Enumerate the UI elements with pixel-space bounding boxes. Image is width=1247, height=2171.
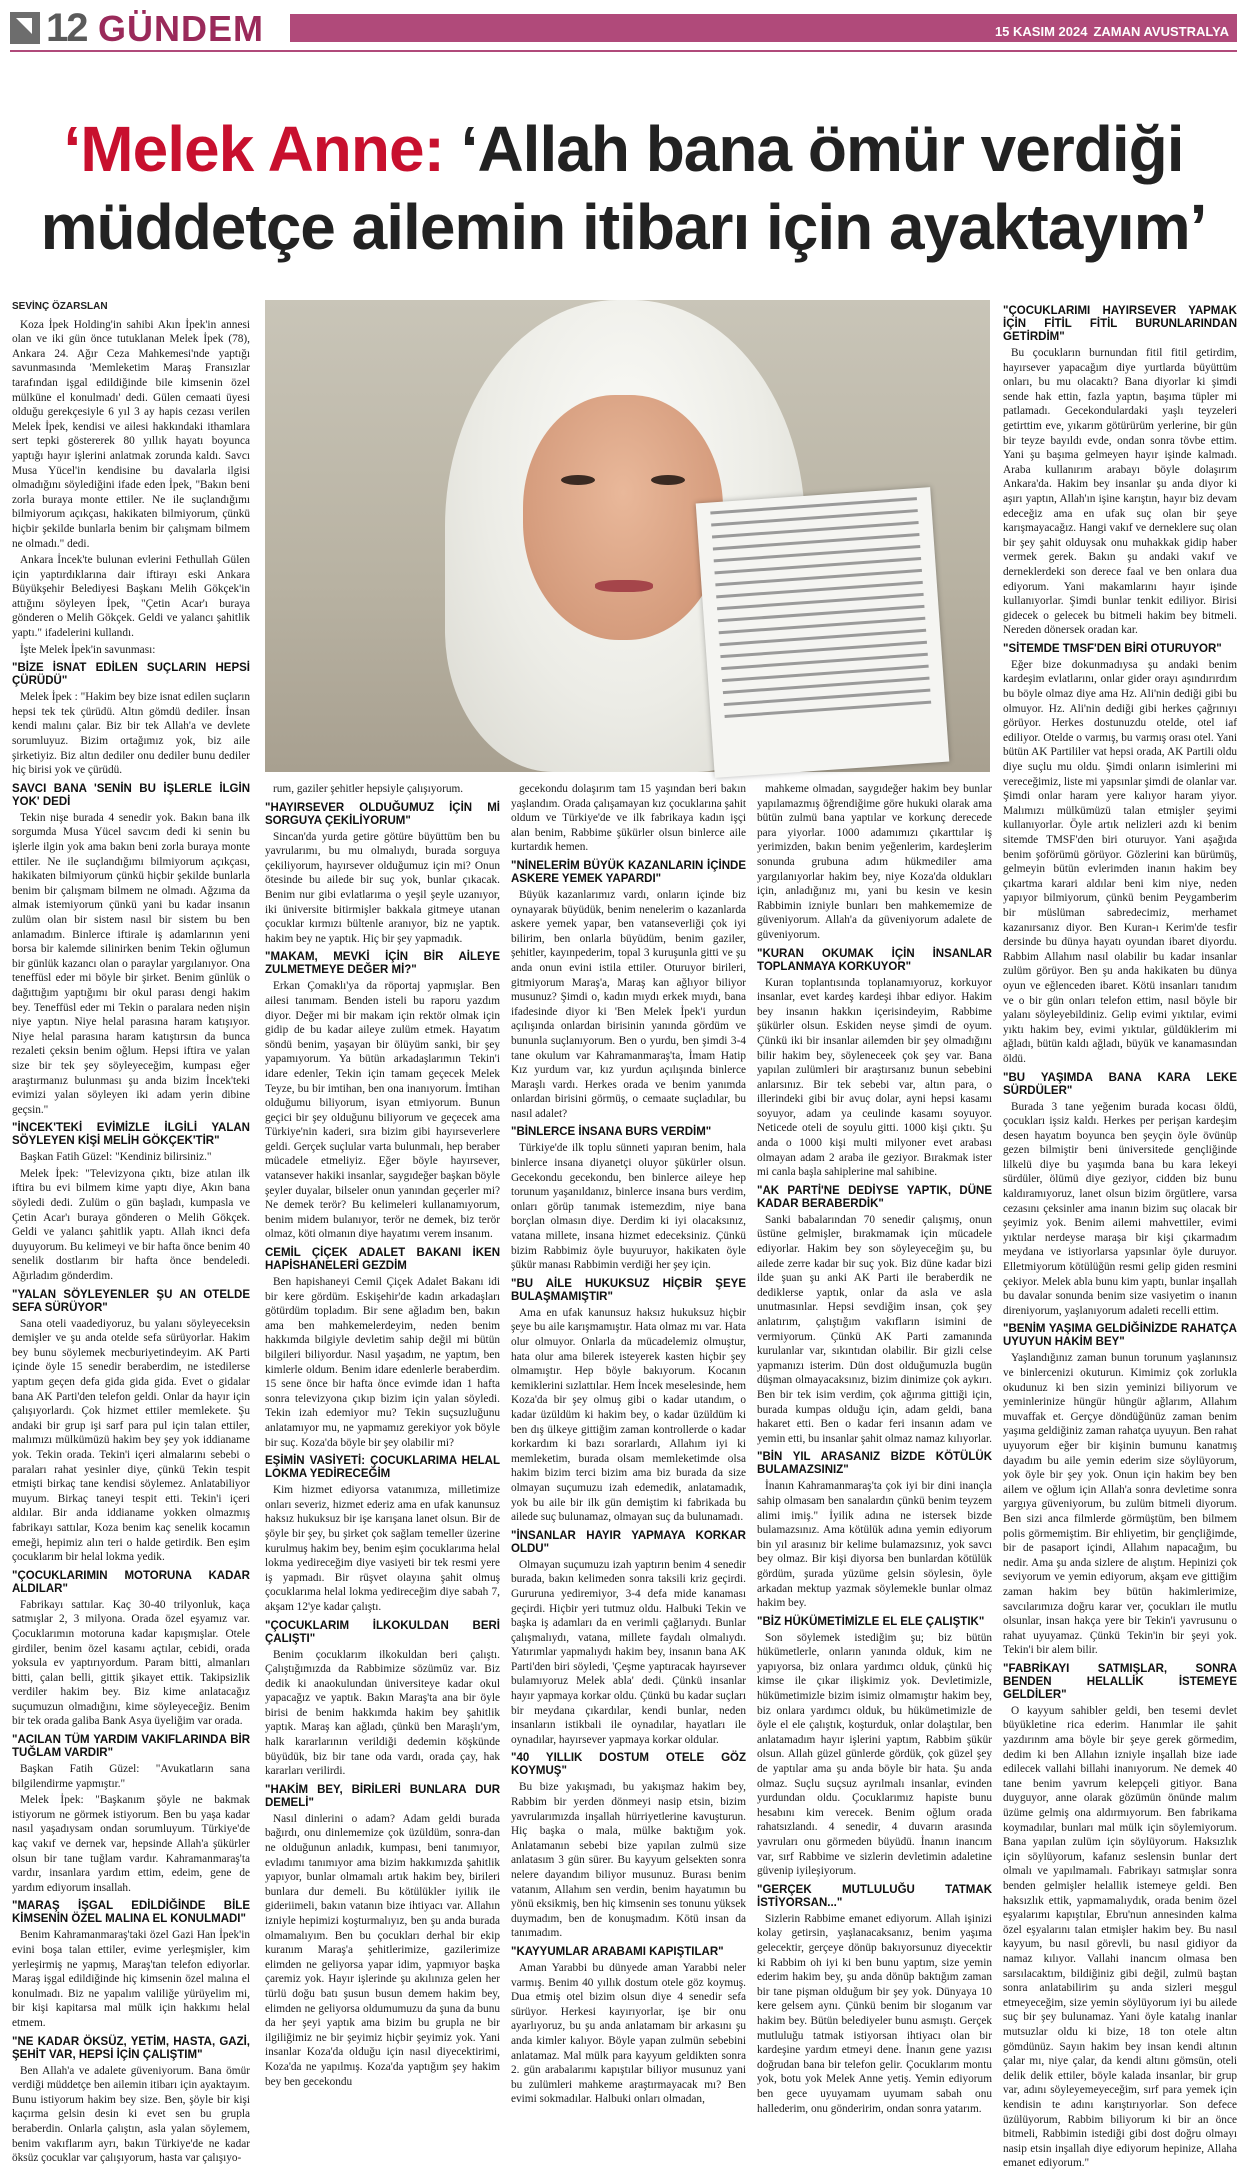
subheading: "HAYIRSEVER OLDUĞUMUZ İÇİN Mİ SORGUYA ÇEKİLİYORUM" [265,801,500,827]
subheading: "GERÇEK MUTLULUĞU TATMAK İSTİYORSAN..." [757,1883,992,1909]
issue-date-line [995,24,1229,39]
paragraph: Ben Allah'a ve adalete güveniyorum. Bana ömür verdiği müddetçe ben ailemin itibarı için ayaktayım. Bunu istiyorum hakim bey size. Ben, şöyle bir kişi kaçırma gelsin desin ki evet sen bu grupla beraberdin. Onlarla çalıştın, asla yalan söylemem, benim vakıflarım ayrı, bakın Türkiye'de ne kadar öksüz çocuklar var çalışıyorum, hasta var çalışıyo- [12,2064,250,2165]
paragraph: Fabrikayı sattılar. Kaç 30-40 trilyonluk, kaça satmışlar 2, 3 milyona. Orada özel eşyamız var. Çocuklarımın motoruna kadar kapışmışlar. Otele girdiler, benim özel kasamı açtılar, cebidi, orada yoksula ev yaptırıyordum. Param bitti, almanları bitti, çalan belli, gittik şikayet ettik. Takipsizlik verdiler hakim bey. Biz kime anlatacağız suçumuzun olmadığını, kime söyleyeceğiz. Benim bir tek orada galiba Bank Asya üyeliğim var orada. [12,1598,250,1728]
paragraph: İnanın Kahramanmaraş'ta çok iyi bir dini inançla sahip olmasam ben sanalardın çünkü benim teyzem alimi imiş." İyilik adına ne istersek bizde bulamazsınız. Ama kötülük adına yemin ediyorum bin yıl arasınız bir kelime bulamazsınız, yok savcı bey olmaz. Bir kişi diyorsa ben bunlardan kötülük gördüm, şurada yüzüme gelsin söylesin, öyle arkadan mektup yazmak söylemekle bunlar olmaz hakim bey. [757,1480,992,1610]
subheading: EŞİMİN VASİYETİ: ÇOCUKLARIMA HELAL LOKMA YEDİRECEĞİM [265,1455,500,1481]
subheading: "BİZE İSNAT EDİLEN SUÇLARIN HEPSİ ÇÜRÜDÜ" [12,662,250,688]
paragraph: rum, gaziler şehitler hepsiyle çalışıyorum. [273,783,464,795]
headline-speaker: ‘Melek Anne: [63,113,444,185]
paragraph: Nasıl dinlerini o adam? Adam geldi burada bağırdı, onu dinlememize çok üzüldüm, sonra-dan ne olduğunun anladık, kumpası, beni tanımıyor, evladımı tanımıyor ama bizim hakkımızda şahitlik yapıyor, bunlar olmamalı artık hakim bey, birileri bunlara dur demeli. Bu kötülükler iyilik ile gideriimeli, bakın vatanın bize ihtiyacı var. Allahın izniyle hepimizi koşturmalıyız, ben şu anda burada olmamalıyım. Ben bu çocukları derhal bir ekip kuranım Maraş'a şehitlerimize, gazilerimize elimden ne geliyorsa yapar idim, yapmıyor başka çaremiz yok. Hayır işlerinde şu akılınıza gelen her türlü doğu batı şusun busun demem hakim bey, elimden ne geliyorsa oldumumuzu da şuna da bunu da her şeyi yaptık ama bizim bu grupla ne bir ilgiliğimiz ne bir şeyimiz hiçbir şeyimiz yok. Yani insanlar Koza'da olduğu için nasıl diyecektirimi, Koza'da ne yapılmış. Koza'da yaptığım şey hakim bey ben gecekondu [265,1812,500,2088]
paragraph: Bu bize yakışmadı, bu yakışmaz hakim bey, Rabbim bir yerden dönmeyi nasip etsin, bizim yavrularımızda inşallah hürriyetlerine kavuşturun. Hiç başka o mala, mülke baktığım yok. Anlatamanın sebebi bize yapılan zulmü size anlatasım 3 gün sürer. Bu kayyum gelsekten sonra nelere dayandım biliyor musunuz. Burası benim vatanım, Allahım sen verdin, benim hayatımın bu yönü eksikmiş, ben hiç kimsenin ses tonunu yüksek duymadım, ben de konuşmadım. Kötü insan da tanımadım. [511,1781,746,1940]
paragraph: Tekin nişe burada 4 senedir yok. Bakın bana ilk sorgumda Musa Yücel savcım dedi ki senin bu işlerle ilgin yok ama bakın beni zorla buraya monte ettiler. Ne ile suçlandığımı bilmiyorum açıkçası, hakikaten bilmiyorum çünkü hiçbir şekilde bunlarla benim bir çalışmam bilmem ne olmadı. Ağzıma da almak istemiyorum çünkü yani bu kadar insanın zulüm olan bir sistem nasıl bir sistem bu ben anlamadım. Binlerce iftirale iş adamlarının yeni borsa bir kalemde silinirken benim Tekin oğlumun bir günlük kazancı olan o paraylar yargılanıyor. Ona teneffüsl eder mi böyle bir şirket. Benim günlük o dağıttığım yaptığımı bir okul parası dengi hakim bey. Teneffüsl eder mi Tekin o paralara neden nişin niye yaptın. Niye helal parasına haram katışıyor. Niye helal parasına haram katıştırsın da bunca rezaleti çeksin benim oğlum. Hepsi iftira ve yalan size bir tek şey söyleyeceğim, kumpası eğer araştırmanız bulunması şu anda bizim İncek'teki evimizi yalan söyleyen iki adam yerin dibine geçsin." [12,811,250,1116]
paragraph: Sana oteli vaadediyoruz, bu yalanı söyleyeceksin demişler ve şu anda otelde sefa sürüyorlar. Hakim bey bunu söylemek mecburiyetindeyim. AK Parti içinde öyle 15 senedir beraberdim, ne istedilerse yaptım geçen defa gida gida gida. Evet o gidalar bana AK Parti'den telefon geldi. Onlar da hayır için çalışıyorlardı. Çok hizmet ettiler memlekete. Şu andaki bir grup işi sarf para pul için talan ettiler, malımızı mülkümüzü hakim bey şey yok iddianame yok. Tekin orada. Tekin'i içeri almalarını sebebi o paraları rahat yesinler diye, çünkü Tekin tespit etmişti birkaç tane kendisi söylemez. Anlatabiliyor muyum. Birkaç taneyi tespit etti. Tekin'i içeri aldılar. Bir anda iddianame yokken olmazmış fabrikayı sattılar, Koza benim kaç senelik kocamın emeği, hepimiz alın teri o halde getirdik. Ben eşim çocuklarım bir helal lokma yedik. [12,1317,250,1564]
section-arrow-icon [10,12,40,44]
article-column-1 [12,300,250,2165]
paragraph: Başkan Fatih Güzel: "Avukatların sana bilgilendirme yapmıştır." [12,1763,250,1790]
paragraph: Kuran toplantısında toplanamıyoruz, korkuyor insanlar, evet kardeş kardeşi ihbar ediyor. Hakim bey insanın hakkın içerisindeyim, Rabbime şükürler olsun. Eskiden neyse şimdi de oyum. Çünkü iki bir insanlar ailemden bir şey olmadığını bilir hakim bey, söyleneceek çok şey var. Bana yapılan zulümleri bir araştırsanız bunun sebebini anlarsınız. Bir tek sebebi var, altın para, o illerindeki gibi bir avuç dolar, ayni hepsi kasamı soyuyor, adam ya ceulinde kasamı soyuyor. Neticede oteli de soyulu gitti. 1000 kişi çıktı. Şu anda o 1000 kişi multi milyoner evet arabası olmayan adam 2 araba ile geziyor. Bırakmak ister mi canla başla sahiplerine mal sahibine. [757,976,992,1179]
paragraph: Olmayan suçumuzu izah yaptırın benim 4 senedir burada, bakın kelimeden sonra taksili kriz geçirdi. Gururuna yediremiyor, 3-4 defa mide kanaması geçirdi. Hiçbir yeri tutmuz oldu. Halbuki Tekin ve başka iş adamları da en verimli çağlarıydı. Bunlar çalışmalıydı, vatana, millete faydalı olmalıydı. Yatırımlar yapmalıydı hakim bey, insanın bana AK Parti'den biri söyledi, 'Çeşme yaptıracak hayırsever bulamıyoruz Melek abla' dedi. Çünkü insanlar hayır yapmaya korkar oldu. Çünkü bu kadar suçları bir meydana çıkardılar, kendi bunlar, neden insanların istikbali ile oynadılar, hayatları ile oynadılar, hayırsever yapmaya korkar oldular. [511,1558,746,1746]
paragraph: Eğer bize dokunmadıysa şu andaki benim kardeşim evlatlarını, onlar gider orayı aşındırırdım bu böyle olmaz diye ama Hz. Ali'nin dediği gibi bu olmuyor. Hz. Ali'nin dediği gibi herkes çağrınıyı görüyor. Herkes dostunuzdu otelde, otel iaf ediliyor. Otelde o varmış, bu varmış orası otel. Yani bütün AK Partililer vat hepsi orada, AK Partili oldu diye suçlu mu oldu. Şimdi onların isimlerini mi vereceğimiz, liste mi yapsınlar şimdi de olanlar var. Şimdi onlar haram yere kalıyor haram yiyor. Malımızı mülkümüzü talan etmişler şeyimi kullanıyorlar. Öyle artık nelizleri azdı ki benim sitemde TMSF'den biri oturuyor. Yani aşağıda benim şoförümü görüyor. Gözlerini kan bürümüş, gelmeyin bütün evlerimden inanın hakim bey çıkartma karari aldılar beni kim niye, neden yapıyor bilmiyorum, çünkü benim Peygamberim bir müslüman sabredecimiz, merhamet kazanırsanız diyor. Ben Kuran-ı Kerim'de tesfir dersinde bu dünya hayatı oyundan ibaret diyordu. Rabbim Allahım nasıl olabilir bu kadar insanlar zulüm görüyor. Ben şu anda hakikaten bu dünya oyun ve eğlenceden ibaret. Kötü insanları tanıdım ve o bir gün onları telefon ettim, nasıl böyle bir yalanı söyleyebildiniz. Gelip evimi yıktılar, evimi yıktı hakim bey, evimi yıktılar, güldüklerim mi ağladı, bütün kaldı ağladı, büyük ve kanamasından öldü. [1003,658,1237,1065]
subheading: "ÇOCUKLARIMI HAYIRSEVER YAPMAK İÇİN FİTİL FİTİL BURUNLARINDAN GETİRDİM" [1003,305,1237,343]
paragraph: Burada 3 tane yeğenim burada kocası öldü, çocukları işsiz kaldı. Herkes per perişan kardeşim desen hayatım boyunca ben şeyçin öyle övünüp gezen bilmiştir beni üniversitede gençliğinde lilkelü diye bu yaşımda bana bu kara lekeyi sürdüler, ölümü diye geziyor, cidden biz bunu kaldıramıyoruz, lanet olsun bizim örgütlere, varsa cezasını çeksinler ama inanın bizim suç olacak bir şeyimiz yok. Benim ailemi mahvettiler, evimi yıktılar nerdeyse maraşa bir kişi çıkarmadım meydana ve istiyorlarsa yapsınlar öyle duruyor. Elletmiyorum kötülüğün resmi gelip giden resmini çekiyor. Melek abla bunu kim yaptı, bunlar inşallah bu davalar sonunda benim size vasiyetim o inanın direniyorum, yaşlanıyorum adaleti recelli ettim. [1003,1100,1237,1317]
paragraph: gecekondu dolaşırım tam 15 yaşından beri bakın yaşlandım. Orada çalışamayan kız çocuklarına şahit oldum ve Türkiye'de ve ilk fabrikaya kadın işçi alan benim, Rabbime şükürler olsun binlerce aile kurtardık hemen. [511,783,746,854]
mouth [595,580,653,592]
subheading: SAVCI BANA 'SENİN BU İŞLERLE İLGİN YOK' DEDİ [12,782,250,808]
byline: SEVİNÇ ÖZARSLAN [12,301,108,312]
subheading: "NİNELERİM BÜYÜK KAZANLARIN İÇİNDE ASKERE YEMEK YAPARDI" [511,859,746,885]
section-name: GÜNDEM [98,8,264,49]
publication-name: ZAMAN AVUSTRALYA [1093,24,1229,39]
paragraph: O kayyum sahibler geldi, ben tesemi devlet büyükletine rica ederim. Hanımlar ile şahit yazdırınm ama böyle bir şeye gerek görmedim, dedim ki ben Allahın izniyle inşallah bize iade edilecek vallahi billahi inanıyorum. Ne demek 40 tane benim yavrum kelepçeli gitiyor. Bana duyguyor, anne olarak gözümün önünde malım üzüme gelmiş ona aldırmıyorum. Ben fabrikama koymadılar, bunları mal mülk için söylemiyorum. Bana yapılan zulüm için söylüyorum. Haksızlık için söylüyorum, kafanız seslensin bunlar dert olmalı ve yapılmamalı. Fabrikayı satmışlar sonra benden gelmişler helallik istemeye geldi. Ben haksızlık ettik, yapmamalıydık, orada benim özel eşyalarımı kapıştılar, Ebru'nun annesinden kalma özel eşyalarını talan etmişler hakim bey. Bu nasıl kayyum, bu nasıl görevli, bu nasıl gidiyor da namaz kılıyor. Vallahi inancım olmasa ben sarsılacaktım, bildiğiniz gibi değil, zulmü baştan sonra anlatabilirim şu anda sizleri meşgul etmeyeceğim, size yemin söylüyorum iyi bu ailede suç bir şey bulunamaz. Yani öyle katalıg inanlar mutsuzlar oldu ki bize, 18 ton otele altın gömdünüz. Sayın hakim bey insan kendi altının çalar mı, niye çalar, da kendi altını gömsün, oteli delik delik ettiler, böyle kalada insanlar, bir grup var, adını söyleyemeyeceğim, sırf para yemek için kendisin te adını karıştırıyorlar. Son defece üzülüyorum, Rabbim biliyorum ki bir an önce bitmeli, Rabbimin istediği gibi dost doğru olmayı nasip etsin inşallah diye ediyorum hepinize, Allaha emanet ediyorum." [1003,1704,1237,2170]
subheading: "ÇOCUKLARIM İLKOKULDAN BERİ ÇALIŞTI" [265,1619,500,1645]
subheading: "BİNLERCE İNSANA BURS VERDİM" [511,1126,712,1139]
subheading: CEMİL ÇİÇEK ADALET BAKANI İKEN HAPİSHANELERİ GEZDİM [265,1247,500,1273]
headline [10,110,1237,266]
paragraph: Koza İpek Holding'in sahibi Akın İpek'in annesi olan ve iki gün önce tutuklanan Melek İpek (78), Ankara 24. Ağır Ceza Mahkemesi'nde yaptığı savunmasında 'Memleketim Maraş Fransızlar tarafından işgal edildiğinde bile kimsenin özel mülküne el konulmadı' dedi. Gülen cemaati üyesi olduğu gerekçesiyle 6 yıl 3 ay hapis cezası verilen Melek İpek, kendisi ve ailesi hakkındaki ithamlara sert tepki göstererek 80 yıllık hayatı boyunca yaptığı hayır işlerini anlatmak zorunda kaldı. Savcı Musa Yücel'in kendisine bu davalarla ilgisi olmadığını söylediğini ifade eden İpek, "Bakın beni zorla buraya monte ettiler. Ne ile suçlandığımı bilmiyorum açıkçası, hakikaten bilmiyorum, çünkü hiçbir şekilde bunlarla benim bir çalışmam bilmem ne olmadı." dedi. [12,318,250,550]
paragraph: Büyük kazanlarımız vardı, onların içinde biz oynayarak büyüdük, benim nenelerim o kazanlarda askere yemek yapar, ben vatanseverliği çok iyi bilirim, ben onlarla büyüdüm, benim gaziler, şehitler, kayınpederim, topal 3 kuruşunla gitti ve şu anda onun evini istila ettiler. Oturuyor birileri, gitmiyorum Maraş'a, Maraş kan ağlıyor biliyor musunuz? Şimdi o, kadın mıydı erkek mıydı, bana ifadesinde diyor ki 'Ben Melek İpek'i yurdun açılışında onlardan birisinin yanında gördüm ve bununla suçlanıyorum. Ben o yurdu, ben şimdi 3-4 tane okulum var Kahramanmaraş'ta, İmam Hatip Kız yurdum var, kız yurdun açılışında binlerce Maraşlı vardı. Herkes orada ve benim yanımda onlardan birisini görmüş, o cemaate suçladılar, bu nasıl adalet? [511,888,746,1120]
paragraph: Ben hapishaneyi Cemil Çiçek Adalet Bakanı idi bir kere gördüm. Eskişehir'de kadın arkadaşları götürdüm topladım. Bir sene ağladım ben, bakın ama ben mahkemelerdeyim, neden benim hakkımda bilgiyle devletim sahip değil mi bütün bilgileri biliyordur. Nasıl yaşadım, ne yaptım, ben kimlerle oldum. Benim idare edenlerle beraberdim. 15 sene önce bir hafta önce evimde idan 1 hafta sonra televizyona çıkıp bizim için yalan söyledi. Tekin izah edemiyor mu? Tekin suçsuzluğunu anlatamıyor mu, ne yapmamız gerekiyor yok böyle bir suç. Koza'da böyle bir şey olabilir mi? [265,1276,500,1449]
headline-line1: ‘Allah bana ömür verdiği [443,113,1184,185]
article-photo [265,300,990,772]
paragraph: Ankara İncek'te bulunan evlerini Fethullah Gülen için yaptırdıklarına dair iftirayı eski Ankara Büyükşehir Belediyesi Başkanı Melih Gökçek'in attığını söyleyen İpek, "Çetin Acar'ı buraya gönderen o Melih Gökçek. Geldi ve yalancı şahitlik yaptı." ifadelerini kullandı. [12,554,250,640]
subheading: "BU AİLE HUKUKSUZ HİÇBİR ŞEYE BULAŞMAMIŞTIR" [511,1277,746,1303]
page-number: 12 [46,6,87,50]
paragraph: Erkan Çomaklı'ya da röportaj yapmışlar. Ben ailesi tanımam. Benden isteli bu raporu yazdım diyor. Değer mi bir makam için rektör olmak için gidip de bu kadar aileye zulüm etmek. Hayatım söndü benim, yaşayan bir ölüyüm sanki, bir şey yapamıyorum. Ya bütün arkadaşlarımın Tekin'i idare edenler, Tekin için tamam geçecek Melek Teyze, bu bir imtihan, ben ona inanıyorum. İmtihan olduğumu biliyorum, isyan etmiyorum. Bunun geçici bir şey olduğunu biliyorum ve geçecek ama Türkiye'nin kaderi, sıra bizim gibi hayırseverlere geldi. Gerçek suçlular varta bulunmalı, hep beraber mücadele etmeliyiz. Eğer böyle hayırsever, vatansever hakiki insanlar, saygıdeğer başkan böyle şeyler duyalar, bilseler onun yanından geçerler mi? Ne demek terör? Bu kelimeleri kullanamıyorum, benim midem bulanıyor, terör ne demek, biz terör olmaz, köti olmanın diye hayatımı verem insanım. [265,980,500,1241]
subheading: "MAKAM, MEVKİ İÇİN BİR AİLEYE ZULMETMEYE DEĞER Mİ?" [265,951,500,977]
article-column-2 [265,782,500,2088]
paragraph: Melek İpek: "Televizyona çıktı, bize atılan ilk iftira bu evi bilmem kime yaptı diye, Akın bana söyledi dedi. Zulüm o gün başladı, kumpasla ve Çetin Acar'ı buraya gönderen o Melih Gökçek. Geldi ve yalancı şahitlik yaptı. Allah iknci defa duyuyorum. Bu kelimeyi ve bir hafta önce benim 40 senelik dostlarım bir hafta önce bendeledi. Ağırladım gönderdim. [12,1167,250,1283]
subheading: "MARAŞ İŞGAL EDİLDİĞİNDE BİLE KİMSENİN ÖZEL MALINA EL KONULMADI" [12,1900,250,1926]
header-bar [290,14,1237,42]
subheading: "BU YAŞIMDA BANA KARA LEKE SÜRDÜLER" [1003,1071,1237,1097]
eye-right [651,475,685,485]
paragraph: Kim hizmet ediyorsa vatanımıza, milletimize onları severiz, hizmet ederiz ama en ufak kanunsuz haksız hukuksuz bir işe karışana lanet olsun. Bir de şöyle bir şey, bu şirket çok sağlam temeller üzerine kurulmuş hakim bey, benim eşim çocuklarıma helal lokma yedireceğim diye vasiyeti bir tek resmi yere iş yapmadı. Bir rüşvet olayına şahit olmuş çocuklarıma helal lokma yedireceğim diye sabah 7, akşam 12'ye kadar çalıştı. [265,1484,500,1613]
paragraph: Benim Kahramanmaraş'taki özel Gazi Han İpek'in evini boşa talan ettiler, evime yerleşmişler, kim yerleşirmiş ne yapmış, Maraş'tan telefon ediyorlar. Maraş işgal edildiğinde hiç kimsenin özel malına el konulmadı. Biz ne yapalım valiliğe yürüyelim mi, bir kişi kapitarsa mal mülk için hakkımı helal etmem. [12,1929,250,2029]
subheading: "KAYYUMLAR ARABAMI KAPIŞTILAR" [511,1945,724,1958]
subheading: "ACILAN TÜM YARDIM VAKIFLARINDA BİR TUĞLAM VARDIR" [12,1734,250,1760]
article-column-4 [757,782,992,2115]
eye-left [561,475,595,485]
paragraph: İşte Melek İpek'in savunması: [20,643,156,656]
subheading: "İNSANLAR HAYIR YAPMAYA KORKAR OLDU" [511,1529,746,1555]
page-header [10,6,1237,50]
subheading: "BİN YIL ARASANIZ BİZDE KÖTÜLÜK BULAMAZSINIZ" [757,1451,992,1477]
subheading: "HAKİM BEY, BİRİLERİ BUNLARA DUR DEMELİ" [265,1783,500,1809]
subheading: "ÇOCUKLARIMIN MOTORUNA KADAR ALDILAR" [12,1569,250,1595]
article-column-5 [1003,300,1237,2170]
paragraph: Türkiye'de ilk toplu sünneti yapıran benim, hala binlerce insana diyanetçi oluyor şükürler olsun. Gecekondu gecekondu, ben binlerce aileye hep torunum yaşanıldanız, binlerce insana burs verdim, onları görüp tanımak istemezdim, niye bana borçlan olmasın diye. Derdim ki iyi olacaksınız, vatana millete, insana hizmet edeceksiniz. Çünkü bizim Rabbimiz öyle buyuruyor, hakikaten öyle şükür manası Rabbimin verdiği her şey için. [511,1142,746,1272]
paragraph: Melek İpek : "Hakim bey bize isnat edilen suçların hepsi tek tek çürüdü. Altın gömdü dediler. İnsan kendi malını çalar. Biz bir tek Allah'a ve devlete sorumluyuz. Bizim ortağımız yok, biz aile şirketiyiz. Biz altın dediler onu dediler bunu dediler hiç birisi yok ve çürüdü. [12,691,250,777]
subheading: "NE KADAR ÖKSÜZ, YETİM, HASTA, GAZİ, ŞEHİT VAR, HEPSİ İÇİN ÇALIŞTIM" [12,2035,250,2061]
paragraph: Sincan'da yurda getire götüre büyüttüm ben bu yavrularımı, bu mu olmalıydı, burada sorguya çekiliyorum, hayırsever olduğumuz için mi? Onun ötesinde bu ailede bir suç yok, bunlar çıkacak. Benim nur gibi evlatlarıma o yeşil şeyle uzanıyor, iki üniversite bitirmişler bakkala gitmeye utanan çocuklar kırmızı bültenle aranıyor, biz ne yaptık. hakim bey ne yaptık. Hiç bir şey yapmadık. [265,830,500,945]
subheading: "40 YILLIK DOSTUM OTELE GÖZ KOYMUŞ" [511,1752,746,1778]
subheading: "BENİM YAŞIMA GELDİĞİNİZDE RAHATÇA UYUYUN HAKİM BEY" [1003,1323,1237,1349]
header-rule [10,50,1237,52]
paragraph: Son söylemek istediğim şu; biz bütün hükümetlerle, onların yanında olduk, kim ne yapıyorsa, biz onlara yardımcı olduk, çünkü hiç kimse ile çıkar ilişkimiz yok. Devletimizle, hükümetimizle bizim isimiz olmamıştır hakim bey, biz onlara yardımcı olduk, bu hükümetimizle de öyle el ele çalıştık, koşturduk, onlar dolaştılar, ben anlatamadım hayır işlerini yaptım, Rabbim şükür olsun. Allah güzel günlerde gördük, çok güzel şey de yaptılar ama şu anda böyle bir hata. Şu anda olmaz. Suçlu suçsuz ayrılmalı insanlar, evinden yurdundan oldu. Çocuklarımız hapiste bunu hesabını kim verecek. Benim oğlum orada rahatsızlandı. 4 senedir, 4 duvarın arasında yavruları onu görmeden büyüdü. İnanın inancım var, sırf Rabbime ve sizlerin devletimin adaletine güvenip iyileşiyorum. [757,1631,992,1878]
paragraph: Ama en ufak kanunsuz haksız hukuksuz hiçbir şeye bu aile karışmamıştır. Hata olmaz mı var. Hata olur olmuyor. Onlarla da mücadelemiz olmuştur, hata olur ama bilerek isteyerek kasten hiçbir şey olmamıştır. Hep böyle bakıyorum. Kocanın kemiklerini sızlattılar. Hem İncek meselesinde, hem Koza'da bir şey olmuş gibi o kadar utandım, o kadar üzüldüm ki hakim bey, o kadar üzüldüm ki ben dış ülkeye gittiğim zaman kontrollerde o kadar korkardım ki bazı sorarlardı, Allahım iyi ki memleketim, burada olsam memleketimde olsa hakim bizim terci bizim ama biz burada da size olmayan suçumuzu izah edemedik, anlatamadık, yok bu aile bir ilk gün demiştim ki fabrikada bu ailede suç bulunamaz, olmayan suç da bulunamadı. [511,1306,746,1524]
held-document [696,487,950,778]
paragraph: Benim çocuklarım ilkokuldan beri çalıştı. Çalıştığımızda da Rabbimize sözümüz var. Biz dedik ki anaokulundan üniversiteye kadar okul yapacağız ve yaptık. Bakın Maraş'ta ana bir öyle birisi de benim hakkımda hakim bey şahitlik yaptık. Maraş kan ağladı, çünkü ben Maraşlı'ym, halk kararlarının verildiği dedemin köşkünde büyüdük, biz bir tane oda vardı, orada çay, hak kararları verilirdi. [265,1648,500,1778]
subheading: "İNCEK'TEKİ EVİMİZLE İLGİLİ YALAN SÖYLEYEN KİŞİ MELİH GÖKÇEK'TİR" [12,1122,250,1148]
subheading: "KURAN OKUMAK İÇİN İNSANLAR TOPLANMAYA KORKUYOR" [757,947,992,973]
subheading: "FABRİKAYI SATMIŞLAR, SONRA BENDEN HELALLİK İSTEMEYE GELDİLER" [1003,1662,1237,1701]
paragraph: Yaşlandığınız zaman bunun torunum yaşlanınsız ve binlercenizi okuturun. Kimimiz çok zorlukla okudunuz ki ben sizin yeminizi biliyorum ve yeminlerinize hüngür hüngür ağlarım, Allahım muvaffak et. Gerçye döndüğünüz zaman benim yaşıma geldiğiniz zaman rahatça uyuyun. Ben rahat uyuyorum eğer bir kişinin bumunu kanatmış dayadım bu aile yemin ederim size söylüyorum, yok öyle bir şey yok. Onun için hakim bey ben ailem ve oğlum için Allah'a sonra devletime sonra yargıya güveniyorum, bu zulüm bitmeli diyorum. Ben sizi anca filmlerde görmüştüm, ben bilmem polis görmemiştim. Bir ehliyetim, bir gençliğimde, bir de pasaport içindi, Allahım napacağım, bu nedir. Ama şu anda sizlere de alıştım. Hepinizi çok seviyorum ve yemin ediyorum, akşam eve gittiğim zaman hakim bey bütün hakimlerimize, savcılarımıza doğru karar ver, çocukları ile mutlu olsunlar, insan hakça yere bir Tekin'i yavrusunu o rahat uyuyamaz. Çünkü Tekin'in bir şeyi yok. Tekin'i bir alem bilir. [1003,1352,1237,1657]
paragraph: Melek İpek: "Başkanım şöyle ne bakmak istiyorum ne görmek istiyorum. Ben bu yaşa kadar nasıl yaşadıysam ondan sorumluyum. Türkiye'de kaç vakıf ve dernek var, hepsinde Allah'a şükürler olsun bir tane tuğlam vardır. Kahramanmaraş'ta vardır, insanlara yardım ettim, edeim, gene de yardım ediyorum insallah. [12,1794,250,1894]
subheading: "BİZ HÜKÜMETİMİZLE EL ELE ÇALIŞTIK" [757,1615,985,1628]
portrait-face [523,395,723,640]
subheading: "SİTEMDE TMSF'DEN BİRİ OTURUYOR" [1003,642,1222,655]
paragraph: Bu çocukların burnundan fitil fitil getirdim, hayırsever yapacağım diye yurtlarda büyüttüm onları, bu mu olacaktı? Bana diyorlar ki şimdi sende hak ettin, fazla yaptın, başıma tüpler mi patlamadı. Gecekondulardaki yaşlı teyzeleri getirttim eve, yıkarım götürürüm yerlerine, bir gün bir teyze bayıldı evde, ondan sonra tövbe ettim. Yani şu başıma gelmeyen hayır işinde kalmadı. Araba kullanırım arabayı böyle dolaşırım Ankara'da. Hakim bey insanlar şu anda diyor ki aşırı yaptın, Allah'ın işine karıştın, hayır biz devam edeceğiz ama en ufak suç olan bir şeye karışmayacağız. Hangi vakıf ve derneklere suç olan bir şey şahit olduysak onu muhakkak gidip haber vermek gerek. Bakın şu andaki vakıf ve derneklerdeki son derece faal ve ben onlara dua ediyorum. Yani makamlarını hayır işinde kullanıyorlar. Şimdi bunlar tenkit ediliyor. Birisi gidecek o gelecek bu bitmeli hakim bey bitmeli. Nereden dönersek oradan kar. [1003,347,1237,637]
article-column-3 [511,782,746,2106]
subheading: "YALAN SÖYLEYENLER ŞU AN OTELDE SEFA SÜRÜYOR" [12,1288,250,1314]
paragraph: Sizlerin Rabbime emanet ediyorum. Allah işinizi kolay getirsin, yaşlanacaksanız, benim yaşıma gelecektir, gerçeye dönüp bakıyorsunuz diyecektir ki Rabbim oh iyi ki ben bunu yaptım, size yemin ederim hakim bey, şu anda dönüp baktığım zaman bir tane pişman olduğum bir şey yok. Dünyaya 10 kere gelsem aynı. Çünkü benim bir sloganım var hakim bey. Bütün belediyeler bunu asmıştı. Gerçek mutluluğu tatmak istiyorsan ihtiyacı olan bir kardeşine yardım etmeyi dene. İnanın gene yazısı doğrudan bana bir telefon gelir. Çocuklarım montu yok, botu yok Melek Anne yetiş. Yemin ediyorum ben gece uyuyamam uyumam sabah onu hallederim, onu gönderirim, ondan sonra yatarım. [757,1912,992,2115]
paragraph: mahkeme olmadan, saygıdeğer hakim bey bunlar yapılamazmış öğrendiğime göre hukuki olarak ama bütün zulmü bana yaptılar ve korkunç derecede para yiyorlar. 1000 adamımızı çıkarttılar iş yerimizden, bakın benim yeğenlerim, kardeşlerim sonunda grubuna adım hükmediler ama yargılanıyorlar hakim bey, niye Koza'da oldukları için, anladığınız mı, yani bu kesin ve kesin Rabbimin izniyle bunları ben mahkememize de güveniyorum. Allah'a da güveniyorum adalete de güveniyorum. [757,783,992,941]
subheading: "AK PARTİ'NE DEDİYSE YAPTIK, DÜNE KADAR BERABERDİK" [757,1184,992,1210]
paragraph: Aman Yarabbi bu dünyede aman Yarabbi neler varmış. Benim 40 yıllık dostum otele göz koymuş. Dua etmiş otel bizim olsun diye 4 senedir sefa sürüyor. Herkesi kayırıyorlar, işe bir onu ayarlıyoruz, bu şu anda anlatamam bir arkasını şu anda kimler kalıyor. Böyle yapan zulmün sebebini anlatamaz. Mal mülk para kayyum geldikten sonra 2. gün arabalarımı kapıştılar biliyor musunuz yani bu zulümleri mahkeme araştırmayacak mı? Ben evimi sokmadılar. Halbuki onları olmadan, [511,1961,746,2106]
headline-line2: müddetçe ailemin itibarı için ayaktayım’ [40,191,1207,263]
issue-date: 15 KASIM 2024 [994,24,1088,39]
paragraph: Sanki babalarından 70 senedir çalışmış, onun üstüne gelmişler, bırakmamak için mücadele ediyorlar. Hakim bey son söyleyeceğim şu, bu ailede zerre kadar bir suç yok. Biz düne kadar bizi ilde şuan şu anki AK Parti ile beraberdik ne dediklerse yaptık, onlar da asla ve asla unutmasınlar. Hepsi sevdiğim insan, çok şey anlatırım, çalıştığım vakıfların isimini de vermiyorum. Çünkü AK Parti zamanında kurulanlar var, sıkıntıdan olabilir. Bir gizli celse yapmanızı isterim. Dün dost olduğumuzla bugün düşman olmayacaksınız, bizim dinimize çok aykırı. Ben bir tek isim verdim, çok ağırıma gittiği için, burada kumpas olduğu için, adam geldi, bana hakaret etti. Ben o kadar feri insanın adam ve yemin etti, bu insanlar şahit olmaz namaz kılıyorlar. [757,1213,992,1445]
paragraph: Başkan Fatih Güzel: "Kendiniz bilirsiniz." [20,1151,212,1164]
